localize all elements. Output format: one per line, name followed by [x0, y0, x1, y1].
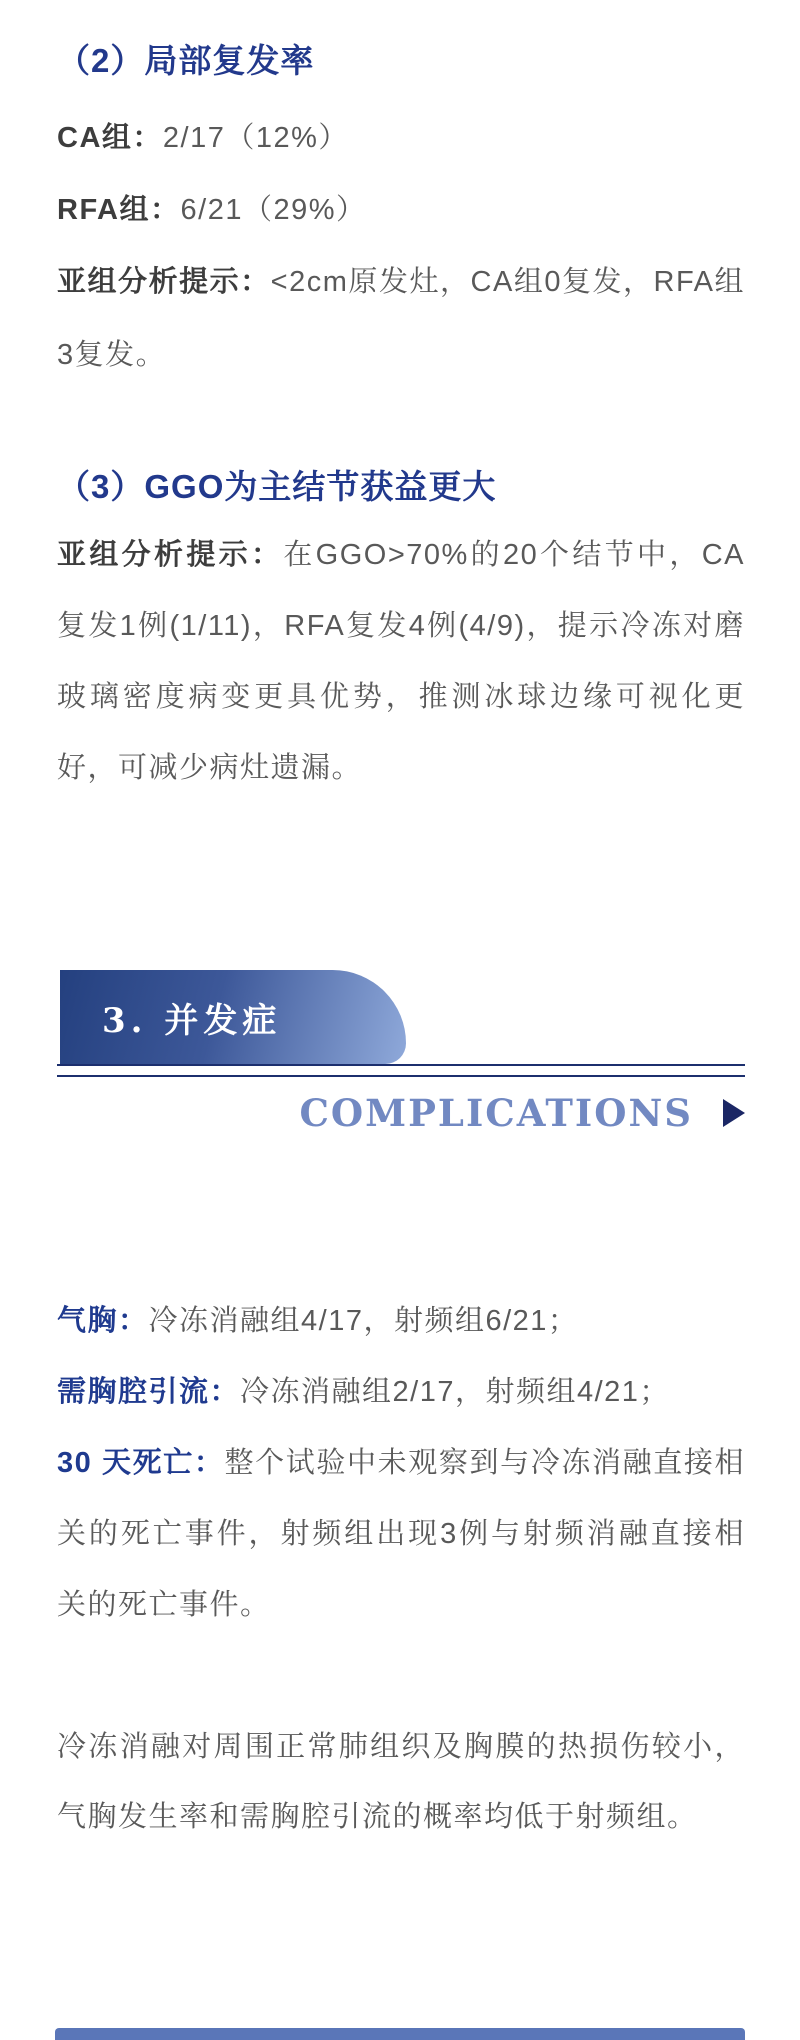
complication-label-pneumothorax: 气胸：: [57, 1305, 149, 1337]
subgroup-text-ggo: 在GGO>70%的20个结节中，CA复发1例(1/11)，RFA复发4例(4/9)，提示冷冻对磨玻璃密度病变更具优势，推测冰球边缘可视化更好，可减少病灶遗漏。: [57, 539, 745, 784]
stat-value-rfa: 6/21（29%）: [180, 194, 367, 226]
complication-text-mortality: 整个试验中未观察到与冷冻消融直接相关的死亡事件，射频组出现3例与射频消融直接相关的死亡事件。: [57, 1447, 745, 1621]
right-triangle-icon: [723, 1099, 745, 1127]
divider-rule-top: [57, 1064, 745, 1066]
article-content: [0, 38, 800, 1852]
stat-line-rfa: [57, 174, 745, 246]
complication-text-pneumothorax: 冷冻消融组4/17，射频组6/21；: [148, 1305, 579, 1337]
stat-label-rfa: RFA组：: [57, 194, 181, 226]
section-badge-label: 3. 并发症: [102, 1000, 282, 1041]
complication-item-drainage: [57, 1357, 745, 1428]
section-badge-complications: [60, 970, 406, 1064]
section-subtitle-row: [57, 1090, 745, 1136]
subgroup-label: 亚组分析提示：: [57, 266, 271, 298]
summary-paragraph: 冷冻消融对周围正常肺组织及胸膜的热损伤较小，气胸发生率和需胸腔引流的概率均低于射频组。: [57, 1731, 745, 1833]
stat-line-ca: [57, 102, 745, 174]
heading-local-recurrence: （2）局部复发率: [57, 42, 315, 79]
complication-label-drainage: 需胸腔引流：: [57, 1376, 241, 1408]
bottom-divider-bar: [55, 2028, 745, 2040]
complication-item-mortality: [57, 1428, 745, 1641]
divider-rule-bottom: [57, 1075, 745, 1077]
complication-text-drainage: 冷冻消融组2/17，射频组4/21；: [240, 1376, 670, 1408]
stat-label-ca: CA组：: [57, 122, 163, 154]
complication-item-pneumothorax: [57, 1286, 745, 1357]
stat-value-ca: 2/17（12%）: [162, 122, 349, 154]
subgroup-note-recurrence: [57, 246, 745, 392]
heading-ggo: （3）GGO为主结节获益更大: [57, 468, 497, 505]
complication-label-mortality: 30 天死亡：: [57, 1447, 225, 1479]
subgroup-note-ggo: [57, 520, 745, 804]
subgroup-text: <2cm原发灶，CA组0复发，RFA组3复发。: [57, 266, 745, 371]
complication-list: [57, 1286, 745, 1641]
section-subtitle: COMPLICATIONS: [299, 1091, 693, 1135]
subgroup-label-ggo: 亚组分析提示：: [57, 539, 284, 571]
